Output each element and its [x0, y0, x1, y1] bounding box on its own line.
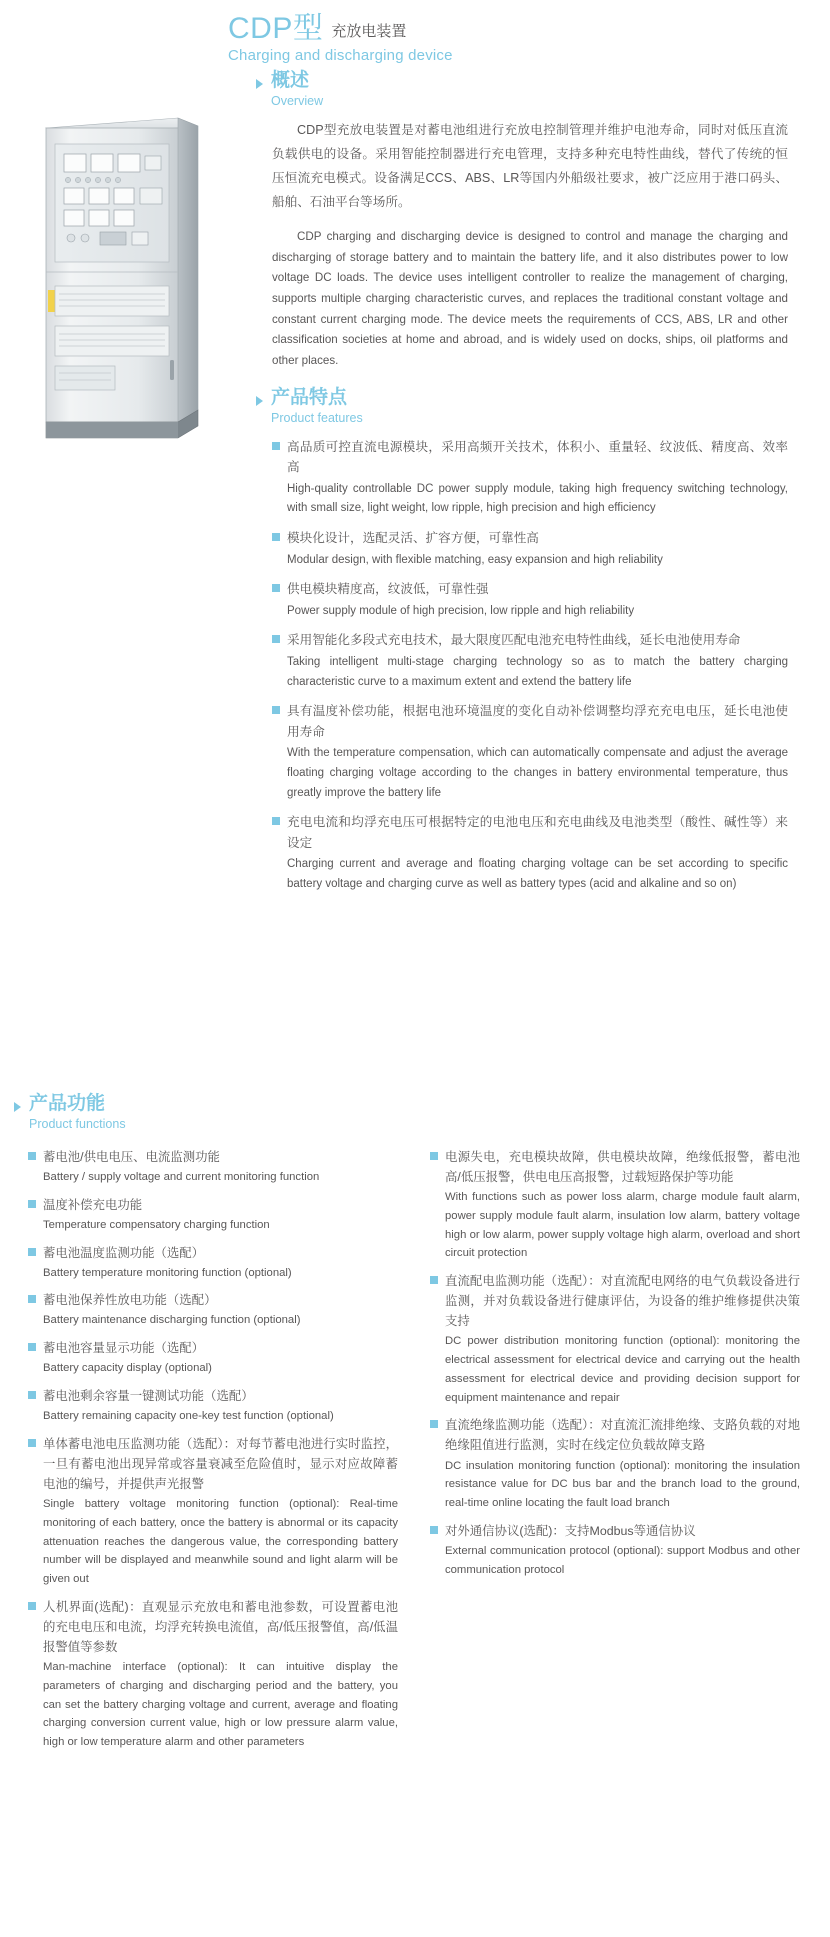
overview-section: [272, 70, 788, 383]
triangle-bullet-icon: [256, 396, 263, 406]
square-bullet-icon: [272, 817, 280, 825]
list-item: [28, 1147, 398, 1187]
function-text-cn: 蓄电池容量显示功能（选配）: [43, 1341, 205, 1356]
function-text-cn: 人机界面(选配)：直观显示充放电和蓄电池参数，可设置蓄电池的充电电压和电流，均浮充转换电流值，高/低压报警值，高/低温报警值等参数: [43, 1599, 398, 1655]
triangle-bullet-icon: [256, 79, 263, 89]
square-bullet-icon: [272, 533, 280, 541]
square-bullet-icon: [28, 1602, 36, 1610]
feature-text-en: High-quality controllable DC power supply module, taking high frequency switching technology, with small size, light weight, low ripple, high precision and high efficiency: [287, 482, 788, 515]
list-item: [430, 1415, 800, 1512]
feature-text-cn: 具有温度补偿功能，根据电池环境温度的变化自动补偿调整均浮充充电电压，延长电池使用寿命: [287, 704, 788, 739]
list-item: [430, 1521, 800, 1580]
page-header: [228, 14, 788, 64]
function-text-cn: 温度补偿充电功能: [43, 1197, 143, 1212]
features-heading: [256, 387, 788, 425]
functions-right-column: [430, 1147, 800, 1760]
function-text-en: Battery remaining capacity one-key test function (optional): [43, 1410, 334, 1423]
list-item: [28, 1597, 398, 1752]
square-bullet-icon: [28, 1295, 36, 1303]
function-text-cn: 电源失电，充电模块故障，供电模块故障，绝缘低报警，蓄电池高/低压报警，供电电压高报警，过载短路保护等功能: [445, 1149, 800, 1184]
overview-heading-cn: 概述: [271, 70, 310, 91]
function-text-en: DC power distribution monitoring function (optional): monitoring the electrical assessment for electrical device and carrying out the health assessment for electrical device and providing decision support for equipment maintenance and repair: [445, 1335, 800, 1404]
features-heading-en: Product features: [271, 410, 363, 425]
feature-text-en: Charging current and average and floating charging voltage can be set according to specific battery voltage and charging curve as well as battery types (acid and alkaline and so on): [287, 858, 788, 891]
list-item: [28, 1243, 398, 1283]
square-bullet-icon: [430, 1276, 438, 1284]
list-item: [272, 437, 788, 519]
feature-text-cn: 高品质可控直流电源模块，采用高频开关技术，体积小、重量轻、纹波低、精度高、效率高: [287, 439, 788, 475]
list-item: [272, 812, 788, 894]
function-text-cn: 蓄电池保养性放电功能（选配）: [43, 1293, 217, 1308]
function-text-cn: 蓄电池剩余容量一键测试功能（选配）: [43, 1389, 254, 1404]
list-item: [272, 579, 788, 621]
square-bullet-icon: [430, 1152, 438, 1160]
function-text-en: External communication protocol (optional): support Modbus and other communication protocol: [445, 1544, 800, 1576]
feature-text-en: Taking intelligent multi-stage charging technology so as to match the battery charging characteristic curve to a maximum extent and extend the battery life: [287, 655, 788, 688]
square-bullet-icon: [430, 1526, 438, 1534]
feature-text-en: With the temperature compensation, which can automatically compensate and adjust the average floating charging voltage according to the changes in battery environmental temperature, thus greatly improve the battery life: [287, 747, 788, 799]
feature-text-en: Modular design, with flexible matching, easy expansion and high reliability: [287, 553, 663, 566]
list-item: [28, 1195, 398, 1235]
features-heading-cn: 产品特点: [271, 387, 348, 408]
function-text-en: Temperature compensatory charging function: [43, 1218, 270, 1231]
charging-discharging-cabinet-photo: [28, 110, 213, 450]
function-text-en: DC insulation monitoring function (optional): monitoring the insulation resistance value for DC bus bar and the branch load to the ground, real-time online locating the fault load branch: [445, 1459, 800, 1509]
function-text-cn: 蓄电池温度监测功能（选配）: [43, 1245, 205, 1260]
overview-heading-en: Overview: [271, 93, 324, 108]
product-functions-section: [14, 1093, 814, 1760]
function-text-cn: 蓄电池/供电电压、电流监测功能: [43, 1149, 220, 1164]
features-list: [272, 437, 788, 895]
square-bullet-icon: [28, 1391, 36, 1399]
square-bullet-icon: [28, 1152, 36, 1160]
list-item: [28, 1434, 398, 1589]
product-features-section: [272, 387, 788, 904]
triangle-bullet-icon: [14, 1102, 21, 1112]
list-item: [430, 1271, 800, 1407]
square-bullet-icon: [28, 1343, 36, 1351]
list-item: [272, 701, 788, 803]
product-title-en: Charging and discharging device: [228, 47, 453, 64]
function-text-en: Battery temperature monitoring function (optional): [43, 1266, 292, 1279]
square-bullet-icon: [430, 1420, 438, 1428]
list-item: [272, 630, 788, 692]
function-text-en: Battery / supply voltage and current monitoring function: [43, 1170, 320, 1183]
square-bullet-icon: [272, 442, 280, 450]
feature-text-cn: 模块化设计，选配灵活、扩容方便，可靠性高: [287, 531, 539, 546]
list-item: [272, 528, 788, 570]
function-text-en: Battery capacity display (optional): [43, 1362, 212, 1375]
list-item: [28, 1386, 398, 1426]
feature-text-cn: 充电电流和均浮充电压可根据特定的电池电压和充电曲线及电池类型（酸性、碱性等）来设定: [287, 815, 788, 850]
square-bullet-icon: [272, 706, 280, 714]
square-bullet-icon: [272, 584, 280, 592]
function-text-cn: 直流绝缘监测功能（选配）：对直流汇流排绝缘、支路负载的对地绝缘阻值进行监测，实时在线定位负载故障支路: [445, 1418, 800, 1453]
list-item: [28, 1290, 398, 1330]
function-text-cn: 对外通信协议(选配)：支持Modbus等通信协议: [445, 1523, 696, 1538]
product-model-code: CDP型: [228, 12, 324, 45]
feature-text-cn: 采用智能化多段式充电技术，最大限度匹配电池充电特性曲线，延长电池使用寿命: [287, 633, 741, 648]
square-bullet-icon: [28, 1200, 36, 1208]
function-text-en: Single battery voltage monitoring function (optional): Real-time monitoring of each battery, once the battery is abnormal or its capacity attenuation reaches the dangerous value, the corresponding battery number will be displayed and meanwhile sound and light alarm will be given out: [43, 1498, 398, 1586]
functions-heading: [14, 1093, 814, 1131]
function-text-en: Man-machine interface (optional): It can intuitive display the parameters of charging and discharging period and the battery, you can set the battery charging voltage and current, average and floating charging conversion current value, high or low pressure alarm value, high or low temperature alarm and other parameters: [43, 1661, 398, 1749]
functions-left-column: [28, 1147, 398, 1760]
list-item: [430, 1147, 800, 1263]
product-title: [228, 14, 788, 44]
overview-paragraph-en: CDP charging and discharging device is designed to control and manage the charging and discharging of storage battery and to maintain the battery life, and it also distributes power to low voltage DC loads. The device uses intelligent controller to realize the management of charging, supports multiple charging characteristic curves, and replaces the traditional constant voltage and constant current charging mode. The device meets the requirements of CCS, ABS, LR and other classification societies at home and abroad, and is widely used on docks, ships, oil platforms and other places.: [272, 230, 788, 367]
function-text-en: Battery maintenance discharging function (optional): [43, 1314, 301, 1327]
functions-heading-en: Product functions: [29, 1116, 126, 1131]
function-text-en: With functions such as power loss alarm, charge module fault alarm, power supply module fault alarm, insulation low alarm, battery voltage high or low alarm, power supply voltage high alarm, overload and short circuit protection: [445, 1191, 800, 1260]
square-bullet-icon: [28, 1439, 36, 1447]
overview-paragraph-cn: CDP型充放电装置是对蓄电池组进行充放电控制管理并维护电池寿命，同时对低压直流负载供电的设备。采用智能控制器进行充电管理，支持多种充电特性曲线，替代了传统的恒压恒流充电模式。设备满足CCS、ABS、LR等国内外船级社要求，被广泛应用于港口码头、船舶、石油平台等场所。: [272, 122, 788, 210]
overview-heading: [256, 70, 788, 108]
feature-text-cn: 供电模块精度高，纹波低，可靠性强: [287, 582, 489, 597]
square-bullet-icon: [28, 1248, 36, 1256]
product-title-cn: 充放电装置: [331, 23, 407, 40]
list-item: [28, 1338, 398, 1378]
square-bullet-icon: [272, 635, 280, 643]
function-text-cn: 直流配电监测功能（选配）：对直流配电网络的电气负载设备进行监测，并对负载设备进行健康评估，为设备的维护维修提供决策支持: [445, 1274, 800, 1329]
function-text-cn: 单体蓄电池电压监测功能（选配）：对每节蓄电池进行实时监控，一旦有蓄电池出现异常或容量衰减至危险值时，显示对应故障蓄电池的编号，并提供声光报警: [43, 1436, 398, 1492]
feature-text-en: Power supply module of high precision, low ripple and high reliability: [287, 604, 635, 617]
functions-heading-cn: 产品功能: [29, 1093, 106, 1114]
